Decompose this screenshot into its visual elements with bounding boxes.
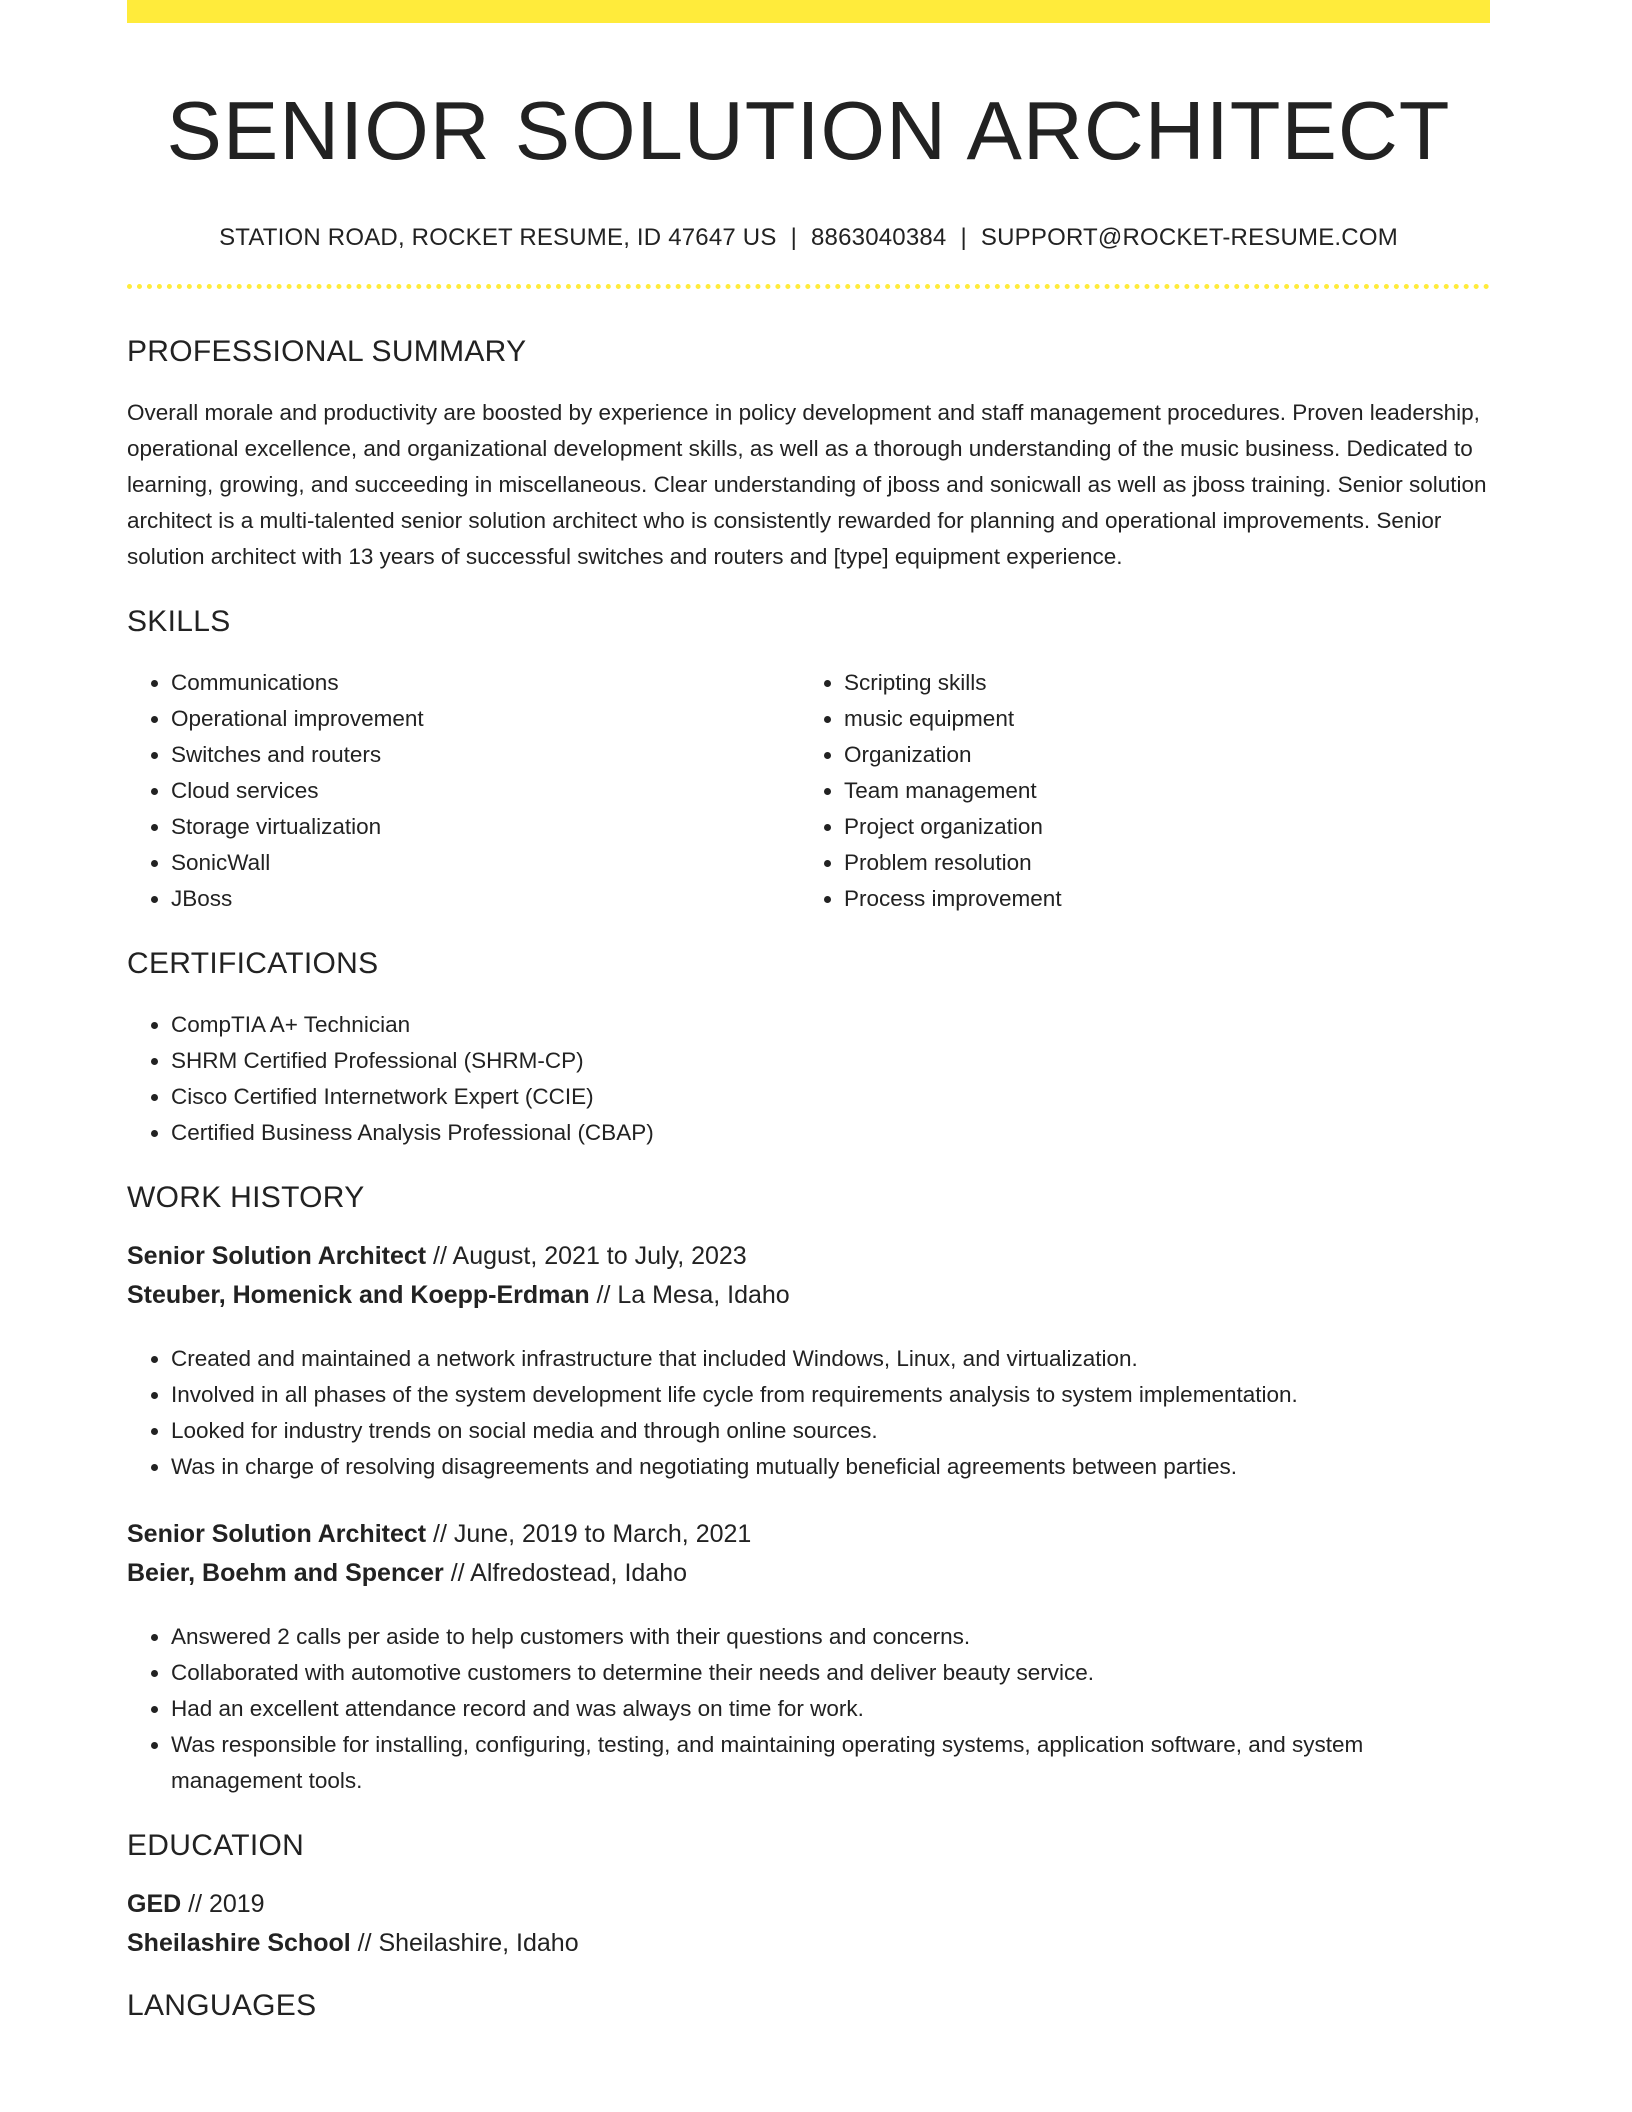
job-duty-item: • Involved in all phases of the system development life cycle from requirements analysis to system implementation. — [171, 1377, 1490, 1413]
skill-item: • JBoss — [171, 881, 800, 917]
skills-heading: SKILLS — [127, 605, 231, 639]
skill-item: • Storage virtualization — [171, 809, 800, 845]
job-company: Beier, Boehm and Spencer — [127, 1559, 444, 1588]
job-location: // Alfredostead, Idaho — [443, 1559, 688, 1588]
skill-item: • Process improvement — [844, 881, 1484, 917]
job-duty-item: • Was responsible for installing, configuring, testing, and maintaining operating systems, application software, and system management tools. — [171, 1727, 1490, 1799]
languages-heading: LANGUAGES — [127, 1989, 317, 2023]
education-degree: GED — [127, 1890, 182, 1919]
skills-list-left — [127, 665, 800, 917]
contact-separator: | — [790, 224, 797, 252]
skill-item: • music equipment — [844, 701, 1484, 737]
dotted-divider — [127, 284, 1490, 289]
skill-item: • Team management — [844, 773, 1484, 809]
contact-address: STATION ROAD, ROCKET RESUME, ID 47647 US — [219, 224, 777, 252]
job-dates: // August, 2021 to July, 2023 — [426, 1242, 747, 1271]
job-role: Senior Solution Architect — [127, 1520, 427, 1549]
job-company: Steuber, Homenick and Koepp-Erdman — [127, 1281, 590, 1310]
job-duty-item: • Was in charge of resolving disagreements and negotiating mutually beneficial agreements between parties. — [171, 1449, 1490, 1485]
job-duty-item: • Created and maintained a network infrastructure that included Windows, Linux, and virtualization. — [171, 1341, 1490, 1377]
education-location: // Sheilashire, Idaho — [350, 1929, 579, 1958]
contact-email: SUPPORT@ROCKET-RESUME.COM — [980, 224, 1398, 252]
skills-columns — [127, 665, 1490, 917]
certification-item: • Cisco Certified Internetwork Expert (CCIE) — [171, 1079, 1490, 1115]
top-accent-bar — [127, 0, 1490, 23]
skill-item: • Switches and routers — [171, 737, 800, 773]
resume-page — [127, 0, 1490, 2023]
certification-item: • CompTIA A+ Technician — [171, 1007, 1490, 1043]
contact-phone: 8863040384 — [811, 224, 947, 252]
contact-separator: | — [960, 224, 967, 252]
certification-item: • SHRM Certified Professional (SHRM-CP) — [171, 1043, 1490, 1079]
skills-list-right — [800, 665, 1484, 917]
education-year: // 2019 — [181, 1890, 265, 1919]
skill-item: • Cloud services — [171, 773, 800, 809]
skill-item: • SonicWall — [171, 845, 800, 881]
job-duty-item: • Had an excellent attendance record and was always on time for work. — [171, 1691, 1490, 1727]
skill-item: • Project organization — [844, 809, 1484, 845]
education-school: Sheilashire School — [127, 1929, 351, 1958]
resume-name-title: SENIOR SOLUTION ARCHITECT — [166, 84, 1451, 177]
contact-line — [127, 224, 1490, 252]
job-location: // La Mesa, Idaho — [589, 1281, 790, 1310]
skill-item: • Scripting skills — [844, 665, 1484, 701]
job-duty-item: • Answered 2 calls per aside to help customers with their questions and concerns. — [171, 1619, 1490, 1655]
job-dates: // June, 2019 to March, 2021 — [426, 1520, 752, 1549]
certifications-list — [127, 1007, 1490, 1151]
education-school-line — [127, 1924, 1490, 1963]
job-role: Senior Solution Architect — [127, 1242, 427, 1271]
skill-item: • Communications — [171, 665, 800, 701]
education-heading: EDUCATION — [127, 1829, 305, 1863]
job-title-line — [127, 1515, 1490, 1554]
job-duties-list — [127, 1619, 1490, 1799]
skill-item: • Operational improvement — [171, 701, 800, 737]
job-duties-list — [127, 1341, 1490, 1485]
job-duty-item: • Looked for industry trends on social media and through online sources. — [171, 1413, 1490, 1449]
job-company-line — [127, 1554, 1490, 1593]
summary-text: Overall morale and productivity are boosted by experience in policy development and staff management procedures. Proven leadership, operational excellence, and organizational development skills, as well as a thorough understanding of the music business. Dedicated to learning, growing, and succeeding in miscellaneous. Clear understanding of jboss and sonicwall as well as jboss training. Senior solution architect is a multi-talented senior solution architect who is consistently rewarded for planning and operational improvements. Senior solution architect with 13 years of successful switches and routers and [type] equipment experience. — [127, 400, 1487, 570]
work-history-heading: WORK HISTORY — [127, 1181, 365, 1215]
summary-heading: PROFESSIONAL SUMMARY — [127, 335, 527, 369]
job-duty-item: • Collaborated with automotive customers to determine their needs and deliver beauty service. — [171, 1655, 1490, 1691]
job-company-line — [127, 1276, 1490, 1315]
certification-item: • Certified Business Analysis Professional (CBAP) — [171, 1115, 1490, 1151]
skill-item: • Problem resolution — [844, 845, 1484, 881]
education-degree-line — [127, 1885, 1490, 1924]
job-title-line — [127, 1237, 1490, 1276]
skill-item: • Organization — [844, 737, 1484, 773]
certifications-heading: CERTIFICATIONS — [127, 947, 379, 981]
